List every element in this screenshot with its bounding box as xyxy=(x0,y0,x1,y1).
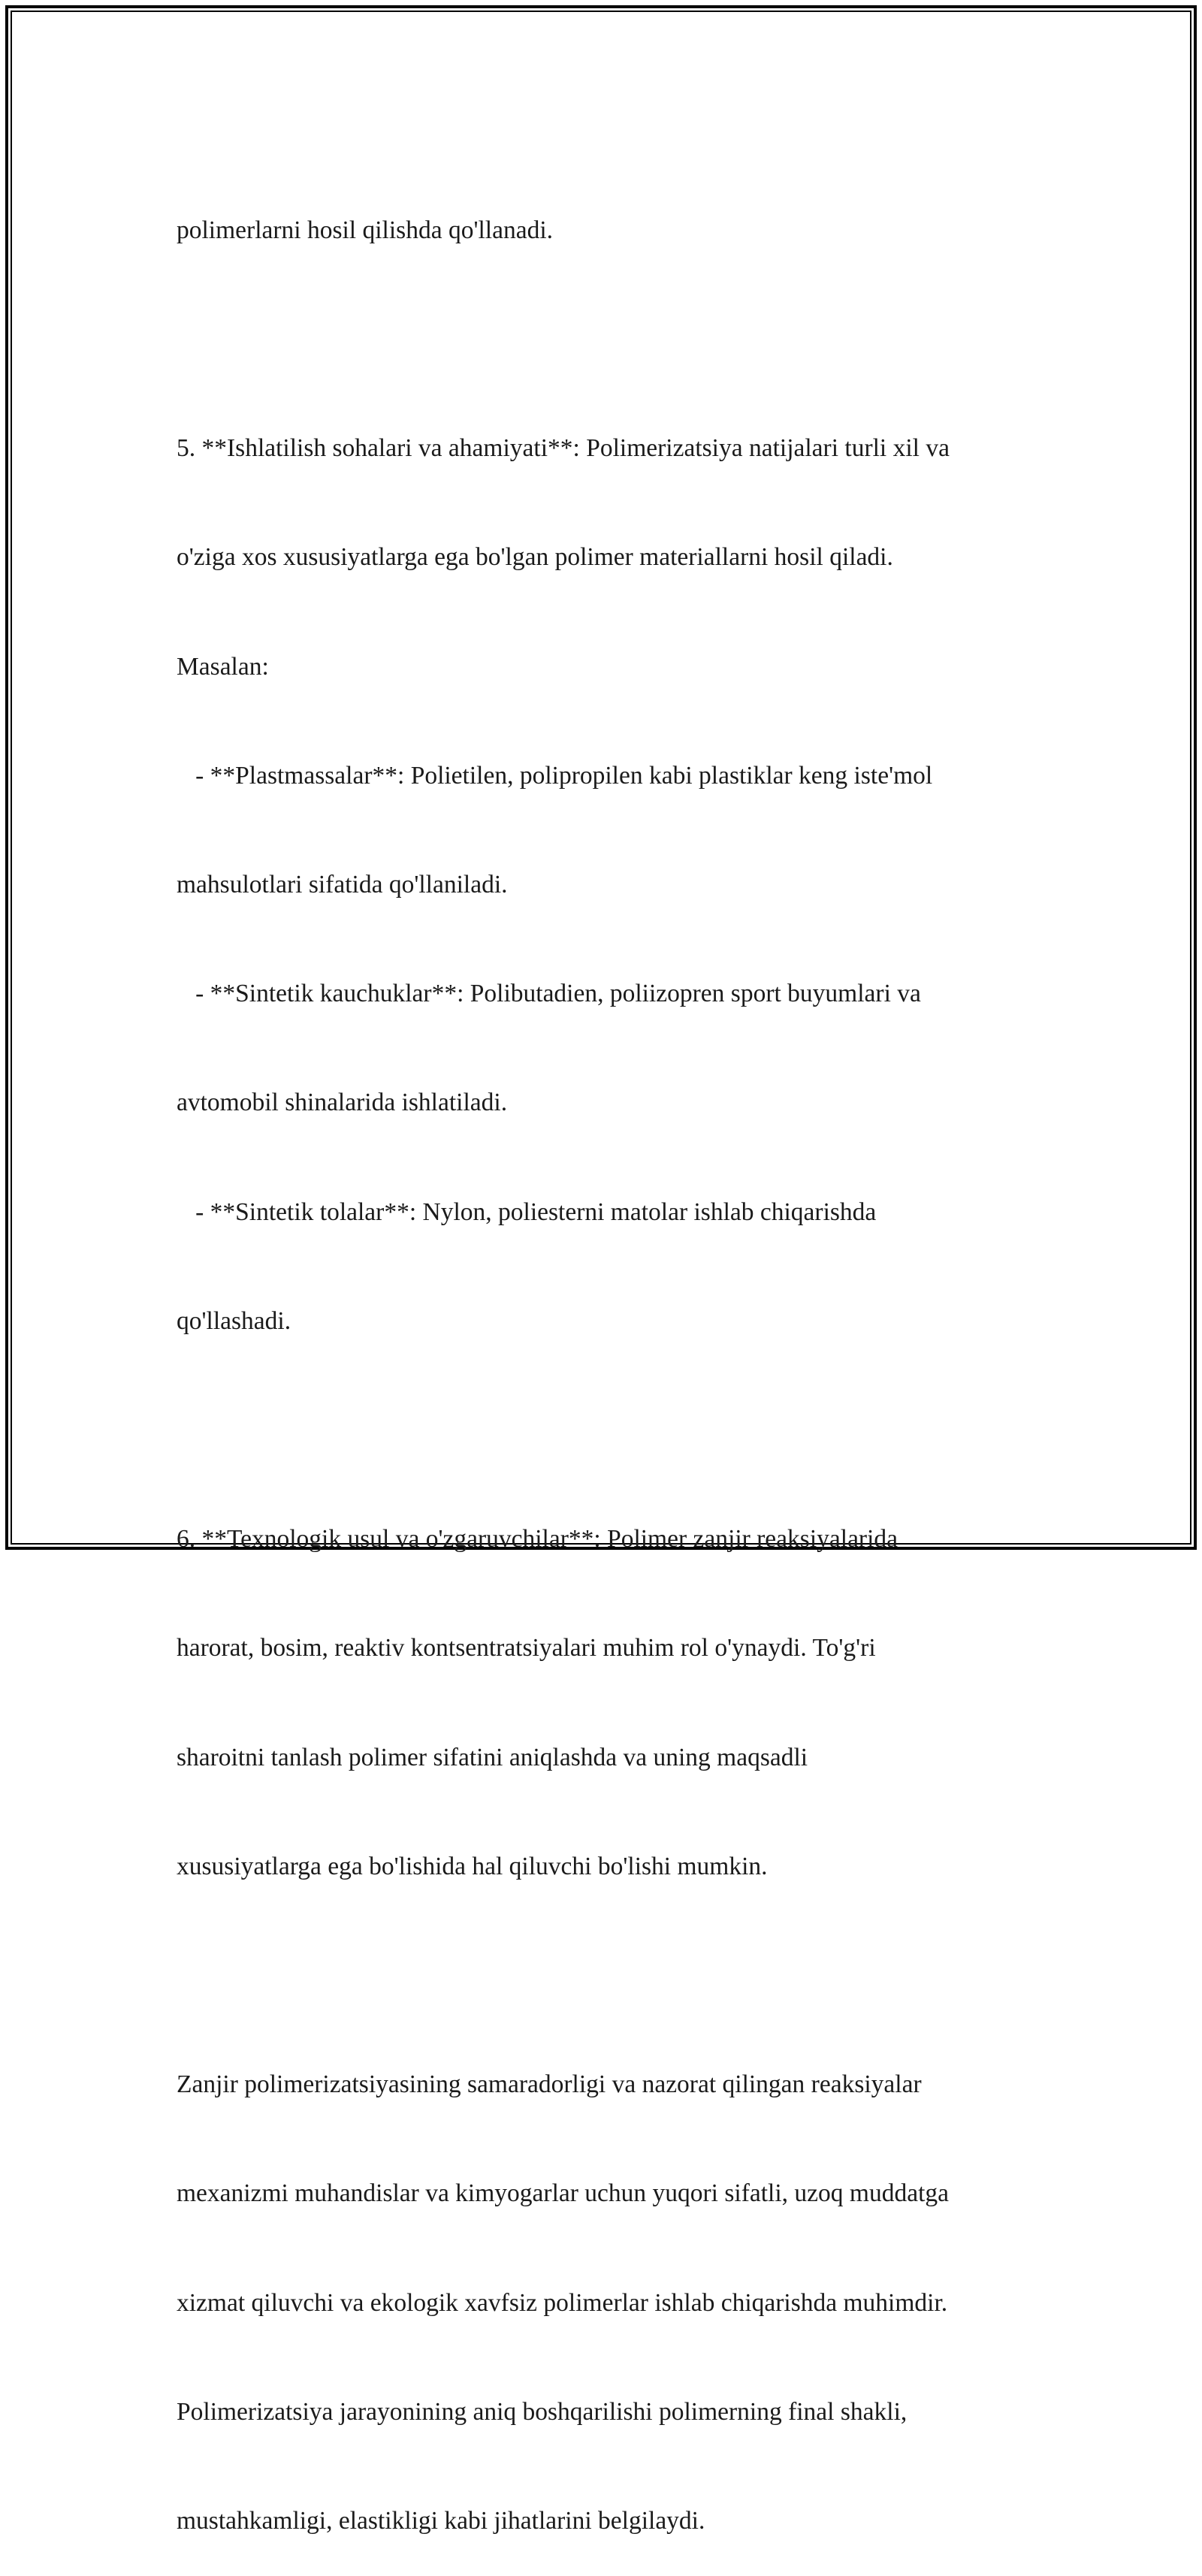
text-line: o'ziga xos xususiyatlarga ega bo'lgan polimer materiallarni hosil qiladi. xyxy=(177,543,893,572)
text-line: sharoitni tanlash polimer sifatini aniqlashda va uning maqsadli xyxy=(177,1743,808,1771)
text-line: Masalan: xyxy=(177,652,269,681)
text-line: Polimerizatsiya jarayonining aniq boshqarilishi polimerning final shakli, xyxy=(177,2397,908,2426)
text-line: mahsulotlari sifatida qo'llaniladi. xyxy=(177,871,508,899)
text-line: polimerlarni hosil qilishda qo'llanadi. xyxy=(177,216,554,244)
text-line: qo'llashadi. xyxy=(177,1306,291,1335)
list-item-line: - **Sintetik tolalar**: Nylon, poliesterni matolar ishlab chiqarishda xyxy=(177,1197,877,1226)
text-line: 6. **Texnologik usul va o'zgaruvchilar**: Polimer zanjir reaksiyalarida xyxy=(177,1525,898,1554)
text-line: Zanjir polimerizatsiyasining samaradorligi va nazorat qilingan reaksiyalar xyxy=(177,2070,922,2099)
document-body xyxy=(177,140,1063,2576)
text-line: mexanizmi muhandislar va kimyogarlar uchun yuqori sifatli, uzoq muddatga xyxy=(177,2179,949,2208)
list-item-line: - **Plastmassalar**: Polietilen, polipropilen kabi plastiklar keng iste'mol xyxy=(177,761,933,790)
text-line: mustahkamligi, elastikligi kabi jihatlarini belgilaydi. xyxy=(177,2507,705,2535)
blank-line xyxy=(177,322,1063,358)
text-line: 5. **Ishlatilish sohalari va ahamiyati**: Polimerizatsiya natijalari turli xil va xyxy=(177,434,950,463)
text-line: harorat, bosim, reaktiv kontsentratsiyalari muhim rol o'ynaydi. To'g'ri xyxy=(177,1634,876,1662)
blank-line xyxy=(177,1412,1063,1448)
blank-line xyxy=(177,1958,1063,1994)
list-item-line: - **Sintetik kauchuklar**: Polibutadien, poliizopren sport buyumlari va xyxy=(177,980,921,1008)
text-line: xususiyatlarga ega bo'lishida hal qiluvchi bo'lishi mumkin. xyxy=(177,1852,768,1880)
text-line: avtomobil shinalarida ishlatiladi. xyxy=(177,1089,508,1117)
text-line: xizmat qiluvchi va ekologik xavfsiz polimerlar ishlab chiqarishda muhimdir. xyxy=(177,2288,948,2317)
